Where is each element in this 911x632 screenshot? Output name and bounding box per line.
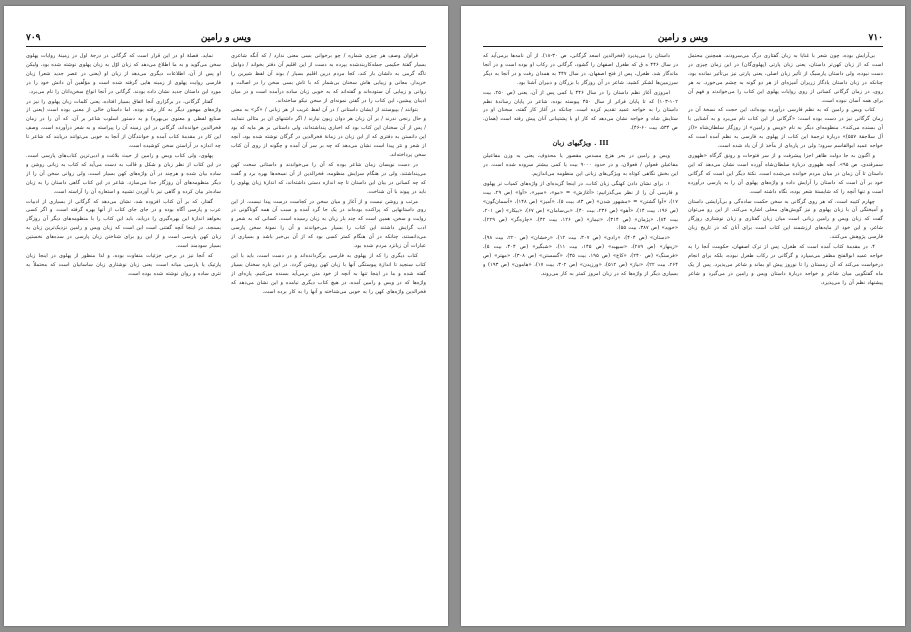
paragraph: بی‌آرایش بوده، چون شعر با غنایا به زبان گفتاری درگ می‌سرودند. همچنین محتمل است که از زبان کهن‌تر داستان، یعنی زبان پارتی (پهلوی‌گان) در این زمان چیزی در دست نبوده، ولی داستان پارسیگ از تأثیر زبان اصلی، یعنی پارتی نیز بی‌تأثیر نمانده بود، چنانکه در زبان داستان یادگار زریران آمیزه‌ای از هر دو گونه به چشم می‌خورد. به هر روی، در زمان گرگانی کسانی از روی روایات پهلوی این کتاب را می‌خواندند و فهم آن برای همه آسان نبوده است. xyxy=(688,53,883,104)
paragraph: مرتب و روشن نیست و از آغاز و میان سخن در کجاست درست پیدا نیست. از این روی داستانهایی که پراکنده بوده‌اند در یک جا گرد آمده و سبب آن همه گوناگونی در روایت و سخن، همین است که چند بار زبان به زبان رسیده است. کسانی که به شعر و ادب گرایش داشتند این کتاب را بسیار می‌خواندند و آن را نمونهٔ سخن پارسی می‌دانستند، چنانکه در آن هنگام کمتر کسی بود که از آن بی‌خبر باشد و بسیاری از عبارات آن زبانزد مردم شده بود. xyxy=(231,198,426,250)
right-running-title: ویس و رامین xyxy=(657,33,709,43)
paragraph: در دست نویسان زمان شاعر بوده که آن را می‌خواندند و داستانی سخت کهن می‌پنداشتند. ولی در هنگام سرایش منظومه، فخرالدین از آن نسخه‌ها بهره برد و گفت که چه کسانی در بیان این داستان تا چه اندازه دستی داشته‌اند، که اندازهٔ زبان پهلوی را باید در پیوند با آن شناخت. xyxy=(231,161,426,195)
paragraph: امروزی آغاز نظم داستان را در سال ۴۴۶ یا کمی پس از آن، یعنی (ص ۲۵۰، بیت ۱۰۲-۱۰۳) که تا پایان فراتر از سال ۴۵۰ پیوسته بوده، شاعر در پایان رساندهٔ نظم داستان را به خواجه عمید تقدیم کرده است. چنانکه در آغاز کار گفته، سخنان او در ستایش شاه و خواجه نشان می‌دهد که کار او با پشتیبانی آنان پیش رفته است (همان، ص ۵۳۴، بیت ۶۰-۴۶). xyxy=(483,89,678,132)
paragraph: ویس و رامین در بحر هزج مسدس مقصور یا محذوف، یعنی به وزن مفاعیلن مفاعیلن فعولن / فعولان، و در حدود ۹۰۰۰ بیت یا کمی بیشتر سروده شده است. در این بخش نگاهی کوتاه به ویژگی‌های زبانی این منظومه می‌اندازیم. xyxy=(483,153,678,177)
right-page-header xyxy=(483,32,883,47)
paragraph: که آنجا نیز در برخی جزئیات متفاوت بوده، و لذا منظور از پهلوی در اینجا زبان پارتیک یا پارسی میانه است، یعنی زبان نوشتاری زبان ساسانیان است که محتملاً به نثری ساده و روان نوشته شده بوده است. xyxy=(26,252,221,277)
paragraph: گفتار، که بر آن کتاب افزوده شد، نشان می‌دهد که گرگانی از بسیاری از ادبیات عرب و پارسی آگاه بوده و در جای جای کتاب از آنها بهره گرفته است. و اگر کسی بخواهد اندازهٔ این بهره‌گیری را دریابد، باید این کتاب را با منظومه‌های دیگر آن روزگار بسنجد. در اینجا آنچه گفتنی است این است که زبان ویس و رامین نزدیک‌ترین زبان به زبان کهن پارسی است و از این رو برای شناختن زبان پارسی در سده‌های نخستین بسیار سودمند است. xyxy=(26,198,221,250)
paragraph: داستان را می‌پذیرد (فخرالدین اسعد گرگانی، ص ۳۰-۱۸). از آن نامه‌ها برمی‌آید که در سال ۴۴۶ ه‌ ق که طغرل اصفهان را گشود، گرگانی در رکاب او بوده است و در آنجا ماندگار شد. طغرل، پس از فتح اصفهان، در سال ۴۴۷ به همدان رفت و در آنجا به دیگر سرزمین‌ها لشکر کشید. شاعر در آن روزگار با بزرگان و دبیران آشنا بود. xyxy=(483,53,678,86)
paragraph: کتاب ویس و رامین که به نظم فارسی درآورده بوده‌اند، این حجت که نسخهٔ آن در زمان گرگانی نیز در دست بوده است: «گرگانی از این کتاب نام می‌برد و به آشنایی با آن بسنده می‌کند». منظومه‌ای دیگر به نام «ویس و رامین» از روزگار سلطان‌شاه «(از آل سلاجقهٔ ۵۵۷)» دربارهٔ ترجمهٔ این کتاب از پهلوی به فارسی به نظم آمده است که خواجه عمید ابوالقاسم سرود؛ ولی در پاره‌ای از مآخذ از آن یاد شده است. xyxy=(688,107,883,150)
paragraph: «دستان» (ص ۴۰۴)، «رادی» (ص ۳۰۷، بیت ۱۲)، «رخشان» (ص ۲۲۰، بیت ۹۸)، «زینهار» (ص ۲۸۹)، «سپهبد» (ص ۱۴۵، بیت ۱۱)، «شبگیر» (ص ۴۰۴، بیت ۵)، «فرسنگ» (ص ۲۴۰)، «کاخ» (ص ۱۹۵، بیت ۳۵)، «گسستن» (ص ۳۰۸)، «مهتر» (ص ۲۶۴، بیت ۲۲)، «نیاز» (ص ۵۱۲)، «ورزیدن» (ص ۳۰۲، بیت ۱۷)، «هامون» (ص ۱۹۳) و بسیاری دیگر از واژه‌ها که در زبان امروز کمتر به کار می‌روند. xyxy=(483,235,678,277)
right-page-left-column xyxy=(483,52,678,612)
right-page xyxy=(461,6,905,626)
paragraph: گفتار گرگانی، در برگزاری آنجا اتفاق بسیار افتاده، یعنی کلمات زبان پهلوی را نیز در واژه‌های مهجور دیگر به کار رفته بوده، اما داستان خالی از معنی بوده است (یعنی از صنایع لفظی و معنوی بی‌بهره) و به دستور اسلوب شاعر بر آن، که آن را در زمان فخرالدین خوانده‌اند، گرگانی در این زمینه آن را پیراسته و به شعر درآورده است. وصف این کار در مقدمهٔ کتاب آمده و خوانندگان از آنجا به خوبی می‌توانند دریابند که شاعر تا چه اندازه در آراستن سخن کوشیده است. xyxy=(26,98,221,150)
right-page-body xyxy=(483,52,883,612)
right-page-right-column xyxy=(688,52,883,612)
left-page xyxy=(4,6,448,626)
left-running-title: ویس و رامین xyxy=(200,33,252,43)
left-page-header xyxy=(26,32,426,47)
left-page-right-column xyxy=(231,52,426,612)
paragraph: بتوانند / بپیوستند از ایشان داستانی / در آن لفظ غریب از هر زبانی / «گر» به معنی و حال رنجی ندرند / بر آن زبان هر دوان زبون نیارند / اگر داشتهای ان بر مثالی ننمایند / پس از آن سخنان این کتاب بود که اخباری پنداشته‌اند، ولی داستانی بر هر مایه که بود این دانستن به دفتری که از این زبان در زمانهٔ فخرالدین در گرگان نوشته شده بود، آنچه از شعر و نثر پیدا است نشان می‌دهد که چه بر سر آن آمده و چگونه از روی آن کتاب سخن پرداخته‌اند. xyxy=(231,107,426,158)
right-page-number: ۷۱۰ xyxy=(868,33,883,43)
section-title: III . ویژگیهای زبان xyxy=(552,139,609,148)
paragraph: چهارم کتیبه است، که هر روی گرگانی به سخن حکمت ساده‌گی و بی‌آرایشی داستان و آمیختگی آن با زبان پهلوی و نیز گویش‌های محلی اشاره می‌کند. از این رو می‌توان گفت که زبان ویس و رامین زبانی است میان زبان گفتاری و زبان نوشتاری روزگار شاعر، و این خود از مایه‌های ارزشمند این کتاب است برای آنان که در تاریخ زبان فارسی پژوهش می‌کنند. xyxy=(688,198,883,241)
left-page-left-column xyxy=(26,52,221,612)
paragraph: ۱. برای نشان دادن کهنگی زبان کتاب، در اینجا گزیده‌ای از واژه‌های کمیاب تر پهلوی و فارسی آن را از نظر می‌گذرانیم: «آغازش» = «مو»، «سپر»، «آوا» (ص ۲۹، بیت ۱۷)، «آوا گشتن» = «مشهور شدن» (ص ۸۳، بیت ۵)، «آمیز» (ص ۱۴۸)، «آسمان‌گون» (ص ۱۹۶، بیت ۱۴)، «آهو» (ص ۲۳۶، بیت ۴۰)، «بی‌سامان» (ص ۶۷)، «بیکار» (ص ۲۰۱، بیت ۸۴)، «پژمان» (ص ۳۱۴)، «تیمار» (ص ۱۲۶، بیت ۴۲)، «چاره‌گر» (ص ۲۲۹)، «خوید» (ص ۳۸۷، بیت ۵۵). xyxy=(483,180,678,232)
paragraph: نماید. فصلهٔ او در این قرار است که گرگانی در درجهٔ اول در زمینهٔ روایات پهلوی سخن می‌گوید و به ما اطلاع می‌دهد که زبان اوّل به زبان پهلوی نوشته شده بود، ولیکن او پس از آن، اطلاعات دیگری می‌دهد از زبان او (یعنی در عصر جدید شعر) زبان فارسی روایت پهلوی از زمینه هایی گرفته شده است و مؤلّفین آن دانش خود را در مورد این داستان جدید نشان داده بودند. گرگانی در آنجا انواع سخن‌دانان را نام می‌برد. xyxy=(26,53,221,95)
paragraph: ۴. در مقدمهٔ کتاب آمده است که طغرل، پس از ترک اصفهان، حکومت آنجا را به خواجه عمید ابوالفتح مظفر می‌سپارد و گرگانی در رکاب طغرل نبوده، بلکه برای انجام درخواست می‌کند که آن زمستان را تا نوروز پیش او بماند و شاعر می‌پذیرد. پس از یک ماه گفتگویی میان شاعر و خواجه دربارهٔ داستان ویس و رامین در می‌گیرد و شاعر پیشنهاد نظم آن را می‌پذیرد. xyxy=(688,244,883,286)
left-page-body xyxy=(26,52,426,612)
paragraph: کتاب دیگری را که از پهلوی به فارسی برگردانده‌اند و در دست است، باید با این کتاب سنجید تا اندازهٔ پیوستگی آنها با زبان کهن روشن گردد. در این باره سخنان بسیار گفته شده و ما در اینجا تنها به آنچه از خود متن برمی‌آید بسنده می‌کنیم. پاره‌ای از واژه‌ها که در ویس و رامین آمده، در هیچ کتاب دیگری نیامده و این نشان می‌دهد که فخرالدین واژه‌های کهن را به خوبی می‌شناخته و آنها را به کار برده است. xyxy=(231,252,426,295)
paragraph: و اگنون به جا دولت ظاهر اجزا پیشرفت و از سر فتوحات و رونق گرگاه «ظهوری سمرقندی، ص ۹۵». آنچه ظهوری دربارهٔ سلطان‌شاه آورده است نشان می‌دهد که این داستان تا آن زمان در میان مردم خوانده می‌شده است. نکتهٔ دیگر این است که گرگانی خود بر آن است که داستان را آرایش داده و واژه‌های پهلوی آن را به پارسی درآورده است و تنها آنچه را که شایستهٔ شعر بوده، نگاه داشته است. xyxy=(688,152,883,195)
left-page-number: ۷۰۹ xyxy=(26,33,41,43)
paragraph: فراوان وصف هر چیزی شماره / چو برخوانی بسی معنی ندارد / که آنگه شاعری بسیار گفتهٔ حکیمی جمله‌کاربندشده بپرده به دست از این اقلیم آن دفتر بخواند / دوامل ناگه گرمی به دلشان بار کند، کجا مردم درین اقلیم بسیار / بوند آن لفظ شیرین را خریدار. معانی و زیبایی هاش سخنان بی‌شمار که با تاش بسی سخن را در اصالت و روانی و زیبایی آن ستوده‌اند و گفته‌اند که به خوبی زبان ساده درآمده است و در میان ادیبان پیشین، این کتاب را در گفتن نمونه‌ای از سخن نیکو ساخته‌اند. xyxy=(231,53,426,104)
paragraph: پهلوی، ولی کتاب ویس و رامین از حیث بلاغت و ادبی‌ترین کتاب‌های پارسی است. در این کتاب از نظر زبان و شکل و قالب به دست می‌آید که کتاب به زبانی روشن و ساده بیان شده و هرچند در آن واژه‌های کهن بسیار است، ولی روانی سخن آن را از دیگر منظومه‌های آن روزگار جدا می‌سازد. شاعر در این کتاب گاهی داستان را به زبان ساده‌تر بیان کرده و گاهی نیز با آوردن تشبیه و استعاره آن را آراسته است. xyxy=(26,152,221,195)
